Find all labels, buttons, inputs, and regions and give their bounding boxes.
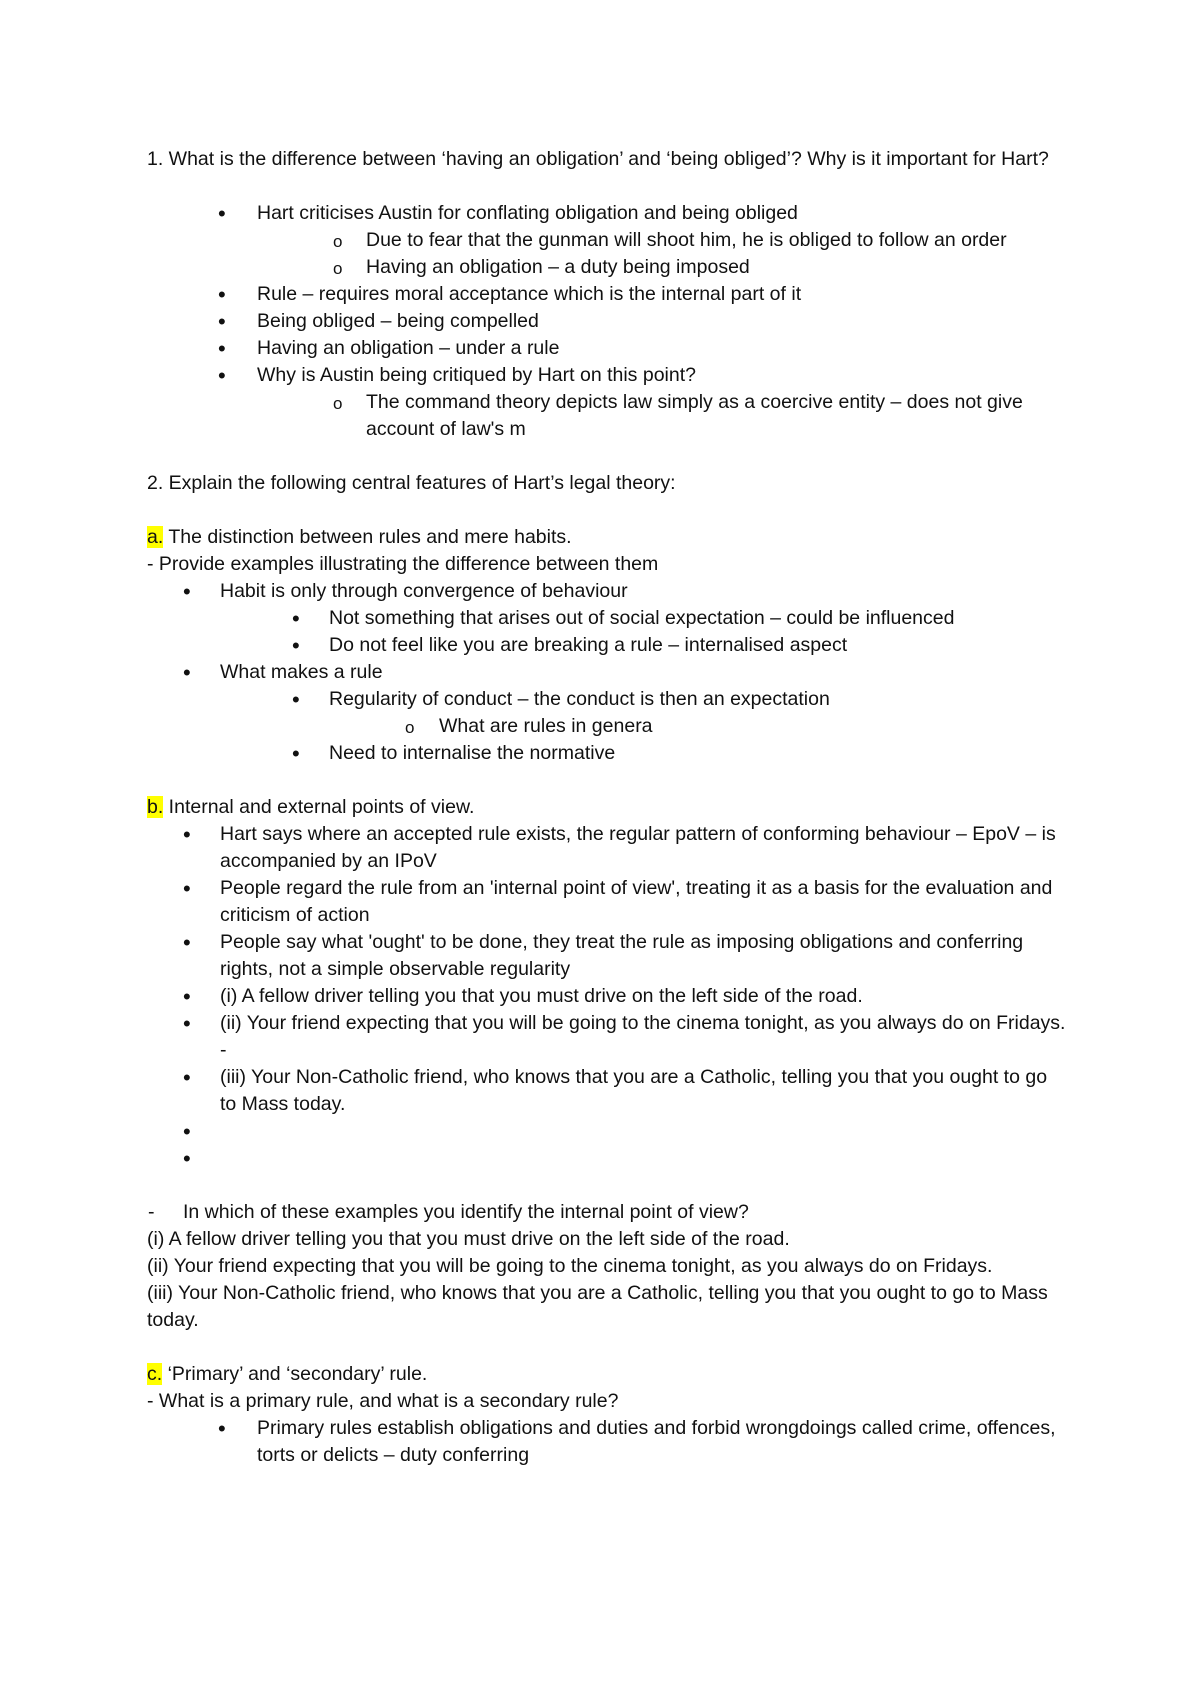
section-a-prompt: - Provide examples illustrating the difference between them: [147, 553, 659, 575]
question-1-heading: 1. What is the difference between ‘having an obligation’ and ‘being obliged’? Why is it important for Hart?: [147, 148, 1049, 170]
empty-bullet: [147, 1118, 1067, 1145]
rule-sub-sub-list: [147, 713, 1067, 740]
section-a-title: The distinction between rules and mere habits.: [163, 526, 572, 548]
rule-bullet: • What makes a rule: [147, 659, 1067, 686]
q1-bullet-list: [147, 200, 1067, 227]
spacer: [147, 767, 1067, 794]
spacer: [147, 443, 1067, 470]
section-c-title: ‘Primary’ and ‘secondary’ rule.: [162, 1363, 428, 1385]
q1-sub-list-a: [147, 227, 1067, 281]
q1-sub-bullet-2: o Having an obligation – a duty being imposed: [147, 254, 1067, 281]
section-b-bullet-2: • People regard the rule from an 'internal point of view', treating it as a basis for the evaluation and criticism of action: [147, 875, 1067, 929]
section-a-marker: a.: [147, 526, 164, 548]
rule-sub-list: [147, 686, 1067, 713]
section-b-title: Internal and external points of view.: [163, 796, 475, 818]
question-2-heading: 2. Explain the following central features of Hart’s legal theory:: [147, 472, 676, 494]
rule-sub-list-continued: [147, 740, 1067, 767]
rule-sub-sub-bullet: o What are rules in genera: [147, 713, 1067, 740]
q1-bullet-4: • Having an obligation – under a rule: [147, 335, 1067, 362]
section-a-list-continued: [147, 659, 1067, 686]
q1-bullet-1: • Hart criticises Austin for conflating obligation and being obliged: [147, 200, 1067, 227]
section-b-bullet-5: • (ii) Your friend expecting that you will be going to the cinema tonight, as you always do on Fridays. -: [147, 1010, 1067, 1064]
q1-bullet-3: • Being obliged – being compelled: [147, 308, 1067, 335]
habit-sub-bullet-1: • Not something that arises out of social expectation – could be influenced: [147, 605, 1067, 632]
rule-sub-bullet-2: • Need to internalise the normative: [147, 740, 1067, 767]
section-c-heading: [147, 1361, 1067, 1388]
section-b-bullet-6: • (iii) Your Non-Catholic friend, who knows that you are a Catholic, telling you that you ought to go to Mass today.: [147, 1064, 1067, 1118]
habit-sub-bullet-2: • Do not feel like you are breaking a rule – internalised aspect: [147, 632, 1067, 659]
section-b-marker: b.: [147, 796, 164, 818]
habit-sub-list: [147, 605, 1067, 659]
example-ii: (ii) Your friend expecting that you will be going to the cinema tonight, as you always do on Fridays.: [147, 1255, 993, 1277]
section-c-prompt: - What is a primary rule, and what is a secondary rule?: [147, 1390, 619, 1412]
spacer: [147, 497, 1067, 524]
q1-bullet-2: • Rule – requires moral acceptance which is the internal part of it: [147, 281, 1067, 308]
q1-bullet-5: • Why is Austin being critiqued by Hart on this point?: [147, 362, 1067, 389]
section-b-list: [147, 821, 1067, 1172]
section-b-bullet-1: • Hart says where an accepted rule exists, the regular pattern of conforming behaviour – EpoV – is accompanied by an IPoV: [147, 821, 1067, 875]
q1-sub-bullet-3: o The command theory depicts law simply as a coercive entity – does not give account of law's m: [147, 389, 1067, 443]
section-b-bullet-4: • (i) A fellow driver telling you that you must drive on the left side of the road.: [147, 983, 1067, 1010]
example-iii: (iii) Your Non-Catholic friend, who knows that you are a Catholic, telling you that you ought to go to Mass today.: [147, 1282, 1048, 1331]
section-b-question: - In which of these examples you identify the internal point of view?: [147, 1199, 1067, 1226]
q1-sub-bullet-1: o Due to fear that the gunman will shoot him, he is obliged to follow an order: [147, 227, 1067, 254]
spacer: [147, 173, 1067, 200]
document-content: [147, 146, 1067, 1469]
section-c-bullet-1: • Primary rules establish obligations and duties and forbid wrongdoings called crime, offences, torts or delicts – duty conferring: [147, 1415, 1067, 1469]
q1-sub-list-b: [147, 389, 1067, 443]
habit-bullet: • Habit is only through convergence of behaviour: [147, 578, 1067, 605]
section-c-list: [147, 1415, 1067, 1469]
spacer: [147, 1334, 1067, 1361]
section-a-heading: [147, 524, 1067, 551]
spacer: [147, 1172, 1067, 1199]
rule-sub-bullet-1: • Regularity of conduct – the conduct is then an expectation: [147, 686, 1067, 713]
section-c-marker: c.: [147, 1363, 163, 1385]
section-b-heading: [147, 794, 1067, 821]
q1-bullet-list-continued: [147, 281, 1067, 389]
section-a-list: [147, 578, 1067, 605]
empty-bullet: [147, 1145, 1067, 1172]
example-i: (i) A fellow driver telling you that you must drive on the left side of the road.: [147, 1228, 790, 1250]
section-b-bullet-3: • People say what 'ought' to be done, they treat the rule as imposing obligations and conferring rights, not a simple observable regularity: [147, 929, 1067, 983]
